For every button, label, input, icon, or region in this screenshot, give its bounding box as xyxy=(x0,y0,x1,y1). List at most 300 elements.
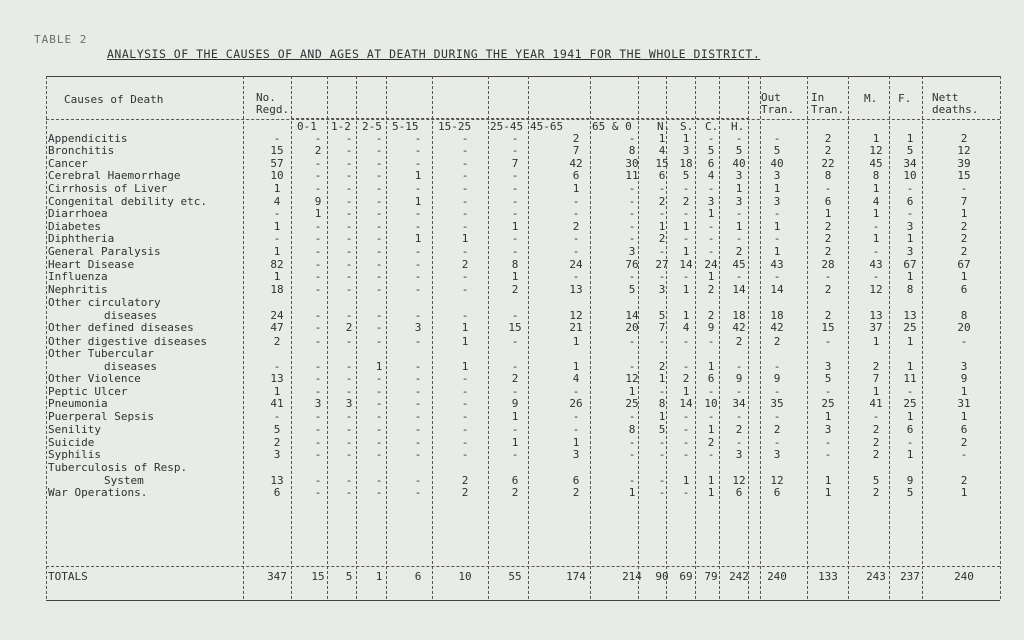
table-cell: - xyxy=(461,410,469,423)
cause-label: Diabetes xyxy=(48,220,101,233)
table-cell: 2 xyxy=(824,220,832,233)
table-cell: 2 xyxy=(707,309,715,322)
table-cell: - xyxy=(345,245,353,258)
table-cell: - xyxy=(375,436,383,449)
totals-label: TOTALS xyxy=(48,570,88,583)
table-cell: - xyxy=(960,335,968,348)
table-cell: - xyxy=(414,258,422,271)
table-cell: - xyxy=(707,410,715,423)
table-cell: 3 xyxy=(273,448,281,461)
table-cell: - xyxy=(375,195,383,208)
table-cell: - xyxy=(345,283,353,296)
table-cell: 3 xyxy=(735,448,743,461)
table-cell: 1 xyxy=(906,410,914,423)
table-cell: 11 xyxy=(625,169,639,182)
table-cell: 18 xyxy=(732,309,746,322)
table-cell: - xyxy=(375,474,383,487)
column-divider xyxy=(46,76,47,599)
table-cell: 4 xyxy=(682,321,690,334)
table-cell: - xyxy=(658,270,666,283)
table-cell: - xyxy=(735,436,743,449)
table-cell: 14 xyxy=(625,309,639,322)
table-cell: 2 xyxy=(872,436,880,449)
table-cell: - xyxy=(314,169,322,182)
table-cell: - xyxy=(511,232,519,245)
table-cell: 10 xyxy=(704,397,718,410)
table-cell: 24 xyxy=(270,309,284,322)
table-cell: 8 xyxy=(511,258,519,271)
cause-label: Bronchitis xyxy=(48,144,115,157)
table-cell: - xyxy=(572,245,580,258)
table-cell: 41 xyxy=(270,397,284,410)
table-cell: 5 xyxy=(628,283,636,296)
table-cell: - xyxy=(273,360,281,373)
table-cell: - xyxy=(345,448,353,461)
table-cell: - xyxy=(314,360,322,373)
table-cell: 1 xyxy=(707,207,715,220)
table-cell: 2 xyxy=(682,372,690,385)
table-cell: 40 xyxy=(732,157,746,170)
table-cell: - xyxy=(511,423,519,436)
cause-label: Cancer xyxy=(48,157,88,170)
table-cell: - xyxy=(461,436,469,449)
table-cell: 1 xyxy=(314,207,322,220)
table-cell: - xyxy=(824,436,832,449)
table-cell: - xyxy=(682,182,690,195)
table-cell: 2 xyxy=(273,335,281,348)
table-cell: 3 xyxy=(314,397,322,410)
header-divider xyxy=(46,119,1000,120)
table-cell: 43 xyxy=(770,258,784,271)
table-cell: 1 xyxy=(735,220,743,233)
cause-label: Diarrhoea xyxy=(48,207,108,220)
header-no-regd-line1: No. xyxy=(256,91,276,104)
table-cell: - xyxy=(773,232,781,245)
table-cell: 8 xyxy=(906,283,914,296)
table-cell: - xyxy=(414,182,422,195)
table-cell: - xyxy=(414,283,422,296)
table-cell: 9 xyxy=(735,372,743,385)
table-cell: - xyxy=(824,448,832,461)
table-cell: 2 xyxy=(824,309,832,322)
table-cell: - xyxy=(628,132,636,145)
table-cell: 1 xyxy=(906,360,914,373)
table-cell: - xyxy=(511,360,519,373)
table-cell: - xyxy=(345,410,353,423)
table-cell: 1 xyxy=(682,132,690,145)
table-cell: - xyxy=(414,144,422,157)
table-cell: 1 xyxy=(707,423,715,436)
table-cell: - xyxy=(628,335,636,348)
table-cell: 2 xyxy=(824,132,832,145)
table-cell: - xyxy=(414,410,422,423)
table-cell: 1 xyxy=(960,385,968,398)
table-cell: 2 xyxy=(461,258,469,271)
table-cell: 7 xyxy=(960,195,968,208)
table-cell: - xyxy=(414,360,422,373)
table-cell: - xyxy=(824,182,832,195)
table-cell: 11 xyxy=(903,372,917,385)
table-cell: - xyxy=(345,207,353,220)
table-cell: 25 xyxy=(821,397,835,410)
table-cell: - xyxy=(511,132,519,145)
table-cell: 3 xyxy=(824,423,832,436)
table-cell: - xyxy=(375,397,383,410)
table-cell: 1 xyxy=(707,486,715,499)
table-cell: 4 xyxy=(273,195,281,208)
table-cell: - xyxy=(461,207,469,220)
table-cell: - xyxy=(375,448,383,461)
table-cell: 2 xyxy=(314,144,322,157)
totals-divider xyxy=(46,566,1000,567)
table-cell: 21 xyxy=(569,321,583,334)
table-cell: 2 xyxy=(707,436,715,449)
table-cell: 35 xyxy=(770,397,784,410)
table-cell: 5 xyxy=(658,423,666,436)
table-cell: 27 xyxy=(655,258,669,271)
table-cell: - xyxy=(414,474,422,487)
table-cell: 2 xyxy=(735,423,743,436)
table-cell: 5 xyxy=(824,372,832,385)
table-cell: 15 xyxy=(508,321,522,334)
table-cell: 1 xyxy=(628,486,636,499)
table-cell: - xyxy=(511,144,519,157)
table-cell: - xyxy=(345,309,353,322)
table-cell: - xyxy=(773,132,781,145)
cause-label-continued: diseases xyxy=(104,309,157,322)
table-cell: - xyxy=(273,232,281,245)
table-cell: 15 xyxy=(957,169,971,182)
table-cell: 18 xyxy=(270,283,284,296)
table-cell: 6 xyxy=(960,283,968,296)
table-cell: 1 xyxy=(658,410,666,423)
table-cell: 3 xyxy=(414,321,422,334)
column-divider xyxy=(922,76,923,599)
table-cell: - xyxy=(658,385,666,398)
table-cell: - xyxy=(461,132,469,145)
table-cell: - xyxy=(314,270,322,283)
table-cell: - xyxy=(314,486,322,499)
table-cell: 1 xyxy=(572,182,580,195)
table-cell: - xyxy=(314,245,322,258)
table-cell: 2 xyxy=(345,321,353,334)
table-cell: 1 xyxy=(735,182,743,195)
table-cell: 2 xyxy=(658,360,666,373)
table-cell: 3 xyxy=(960,360,968,373)
table-cell: 2 xyxy=(707,283,715,296)
age-group-header: H. xyxy=(731,120,745,133)
table-cell: 6 xyxy=(572,169,580,182)
table-cell: 1 xyxy=(414,232,422,245)
table-cell: - xyxy=(273,132,281,145)
table-cell: 8 xyxy=(628,423,636,436)
table-cell: - xyxy=(628,436,636,449)
totals-cell: 5 xyxy=(345,570,353,583)
table-cell: 22 xyxy=(821,157,835,170)
totals-cell: 347 xyxy=(267,570,287,583)
table-cell: 20 xyxy=(957,321,971,334)
table-cell: - xyxy=(682,410,690,423)
table-cell: 6 xyxy=(960,423,968,436)
table-cell: - xyxy=(707,182,715,195)
table-cell: - xyxy=(735,360,743,373)
table-cell: 5 xyxy=(273,423,281,436)
table-cell: 2 xyxy=(682,195,690,208)
totals-cell: 214 xyxy=(622,570,642,583)
table-cell: 18 xyxy=(679,157,693,170)
table-cell: 1 xyxy=(375,360,383,373)
table-cell: 10 xyxy=(903,169,917,182)
table-cell: - xyxy=(511,182,519,195)
table-cell: 8 xyxy=(628,144,636,157)
table-cell: - xyxy=(572,195,580,208)
table-cell: - xyxy=(375,335,383,348)
table-cell: - xyxy=(682,436,690,449)
table-cell: - xyxy=(682,232,690,245)
table-cell: - xyxy=(682,207,690,220)
table-cell: 2 xyxy=(511,486,519,499)
table-cell: 1 xyxy=(461,232,469,245)
table-cell: 14 xyxy=(770,283,784,296)
table-cell: 2 xyxy=(773,423,781,436)
table-cell: 1 xyxy=(960,207,968,220)
table-cell: 13 xyxy=(569,283,583,296)
table-cell: - xyxy=(707,385,715,398)
column-divider xyxy=(889,76,890,599)
table-cell: 5 xyxy=(773,144,781,157)
table-cell: 2 xyxy=(960,132,968,145)
table-cell: - xyxy=(628,220,636,233)
table-cell: 1 xyxy=(273,220,281,233)
table-cell: 37 xyxy=(869,321,883,334)
table-cell: 15 xyxy=(270,144,284,157)
table-cell: - xyxy=(345,360,353,373)
table-cell: - xyxy=(461,397,469,410)
table-cell: 1 xyxy=(824,474,832,487)
table-cell: 1 xyxy=(658,372,666,385)
table-cell: 3 xyxy=(735,195,743,208)
cause-label: Nephritis xyxy=(48,283,108,296)
totals-cell: 15 xyxy=(311,570,325,583)
table-cell: 2 xyxy=(872,486,880,499)
table-cell: 2 xyxy=(824,144,832,157)
table-cell: 6 xyxy=(511,474,519,487)
table-cell: 1 xyxy=(511,270,519,283)
table-cell: - xyxy=(273,207,281,220)
table-cell: 1 xyxy=(707,474,715,487)
table-cell: 2 xyxy=(872,423,880,436)
table-cell: - xyxy=(461,423,469,436)
cause-label: Other Tubercular xyxy=(48,347,154,360)
table-cell: - xyxy=(572,207,580,220)
table-cell: 40 xyxy=(770,157,784,170)
totals-cell: 242 xyxy=(729,570,749,583)
totals-cell: 55 xyxy=(508,570,522,583)
table-cell: - xyxy=(314,448,322,461)
table-cell: 15 xyxy=(655,157,669,170)
cause-label: Cerebral Haemorrhage xyxy=(48,169,181,182)
table-cell: 1 xyxy=(872,335,880,348)
table-cell: 25 xyxy=(625,397,639,410)
table-cell: 6 xyxy=(658,169,666,182)
table-cell: 2 xyxy=(461,486,469,499)
table-cell: - xyxy=(628,410,636,423)
totals-cell: 6 xyxy=(414,570,422,583)
table-cell: 1 xyxy=(872,132,880,145)
table-cell: - xyxy=(345,423,353,436)
table-cell: 1 xyxy=(872,385,880,398)
table-cell: 1 xyxy=(511,220,519,233)
table-cell: - xyxy=(314,309,322,322)
cause-label-continued: System xyxy=(104,474,144,487)
table-cell: - xyxy=(375,309,383,322)
table-cell: - xyxy=(345,385,353,398)
table-cell: 1 xyxy=(707,270,715,283)
table-cell: 2 xyxy=(461,474,469,487)
cause-label: Peptic Ulcer xyxy=(48,385,128,398)
age-group-header: 5-15 xyxy=(392,120,419,133)
table-cell: 3 xyxy=(906,220,914,233)
table-cell: - xyxy=(345,258,353,271)
header-nett-line1: Nett xyxy=(932,91,959,104)
table-cell: 1 xyxy=(682,220,690,233)
table-cell: - xyxy=(628,182,636,195)
table-cell: - xyxy=(461,385,469,398)
table-cell: - xyxy=(414,448,422,461)
table-cell: 6 xyxy=(707,157,715,170)
table-cell: 9 xyxy=(960,372,968,385)
totals-cell: 69 xyxy=(679,570,693,583)
table-cell: - xyxy=(375,232,383,245)
table-cell: - xyxy=(773,360,781,373)
cause-label: Other Violence xyxy=(48,372,141,385)
table-cell: - xyxy=(314,132,322,145)
table-cell: - xyxy=(345,372,353,385)
column-divider xyxy=(807,76,808,599)
table-cell: - xyxy=(511,245,519,258)
table-cell: 1 xyxy=(511,436,519,449)
table-cell: 5 xyxy=(906,144,914,157)
table-cell: 1 xyxy=(824,410,832,423)
table-cell: - xyxy=(375,182,383,195)
table-cell: - xyxy=(345,232,353,245)
table-cell: 47 xyxy=(270,321,284,334)
table-cell: - xyxy=(345,270,353,283)
table-cell: 1 xyxy=(906,232,914,245)
table-cell: - xyxy=(375,258,383,271)
column-divider xyxy=(1000,76,1001,599)
table-cell: 1 xyxy=(960,270,968,283)
table-cell: - xyxy=(872,270,880,283)
table-cell: - xyxy=(314,283,322,296)
table-cell: - xyxy=(314,385,322,398)
table-cell: 6 xyxy=(735,486,743,499)
table-cell: 8 xyxy=(960,309,968,322)
cause-label: War Operations. xyxy=(48,486,148,499)
table-cell: 2 xyxy=(273,436,281,449)
table-cell: - xyxy=(314,232,322,245)
table-cell: - xyxy=(345,436,353,449)
table-cell: 12 xyxy=(770,474,784,487)
table-cell: 5 xyxy=(735,144,743,157)
table-cell: - xyxy=(375,245,383,258)
table-cell: - xyxy=(461,283,469,296)
table-cell: 9 xyxy=(707,321,715,334)
table-cell: - xyxy=(345,182,353,195)
totals-cell: 240 xyxy=(767,570,787,583)
table-cell: - xyxy=(345,220,353,233)
table-cell: 43 xyxy=(869,258,883,271)
table-cell: 45 xyxy=(869,157,883,170)
header-causes: Causes of Death xyxy=(64,93,164,106)
table-cell: 7 xyxy=(511,157,519,170)
table-cell: - xyxy=(773,385,781,398)
table-cell: - xyxy=(375,283,383,296)
table-cell: 1 xyxy=(960,410,968,423)
table-cell: - xyxy=(375,169,383,182)
header-in-tran-line1: In xyxy=(811,91,825,104)
table-cell: - xyxy=(572,385,580,398)
table-cell: - xyxy=(773,207,781,220)
table-cell: 8 xyxy=(824,169,832,182)
table-cell: 1 xyxy=(461,321,469,334)
age-group-header: 1-2 xyxy=(331,120,351,133)
table-cell: 2 xyxy=(511,283,519,296)
table-cell: 1 xyxy=(773,220,781,233)
table-cell: - xyxy=(375,132,383,145)
table-cell: 12 xyxy=(869,144,883,157)
table-cell: 2 xyxy=(773,335,781,348)
table-cell: - xyxy=(461,169,469,182)
table-cell: - xyxy=(682,448,690,461)
table-cell: - xyxy=(314,410,322,423)
table-cell: 67 xyxy=(957,258,971,271)
table-cell: 4 xyxy=(872,195,880,208)
header-in-tran-line2: Tran. xyxy=(811,103,845,116)
table-cell: 45 xyxy=(732,258,746,271)
table-cell: - xyxy=(375,423,383,436)
table-cell: - xyxy=(658,245,666,258)
table-cell: 3 xyxy=(658,283,666,296)
table-cell: - xyxy=(960,448,968,461)
table-cell: 1 xyxy=(872,182,880,195)
table-cell: - xyxy=(345,486,353,499)
table-cell: 1 xyxy=(572,436,580,449)
table-cell: - xyxy=(658,207,666,220)
table-cell: 1 xyxy=(682,283,690,296)
table-cell: 1 xyxy=(461,360,469,373)
table-cell: 20 xyxy=(625,321,639,334)
cause-label: Appendicitis xyxy=(48,132,128,145)
column-divider xyxy=(488,76,489,599)
table-cell: - xyxy=(682,423,690,436)
table-cell: 28 xyxy=(821,258,835,271)
table-cell: 25 xyxy=(903,397,917,410)
table-cell: 5 xyxy=(682,169,690,182)
totals-cell: 10 xyxy=(458,570,472,583)
table-cell: 18 xyxy=(770,309,784,322)
cause-label: Syphilis xyxy=(48,448,101,461)
table-cell: - xyxy=(658,474,666,487)
table-cell: 42 xyxy=(732,321,746,334)
table-cell: - xyxy=(658,486,666,499)
table-cell: 2 xyxy=(824,283,832,296)
cause-label: Heart Disease xyxy=(48,258,135,271)
table-cell: - xyxy=(314,321,322,334)
table-cell: 1 xyxy=(906,448,914,461)
table-cell: 2 xyxy=(572,220,580,233)
table-cell: 5 xyxy=(872,474,880,487)
